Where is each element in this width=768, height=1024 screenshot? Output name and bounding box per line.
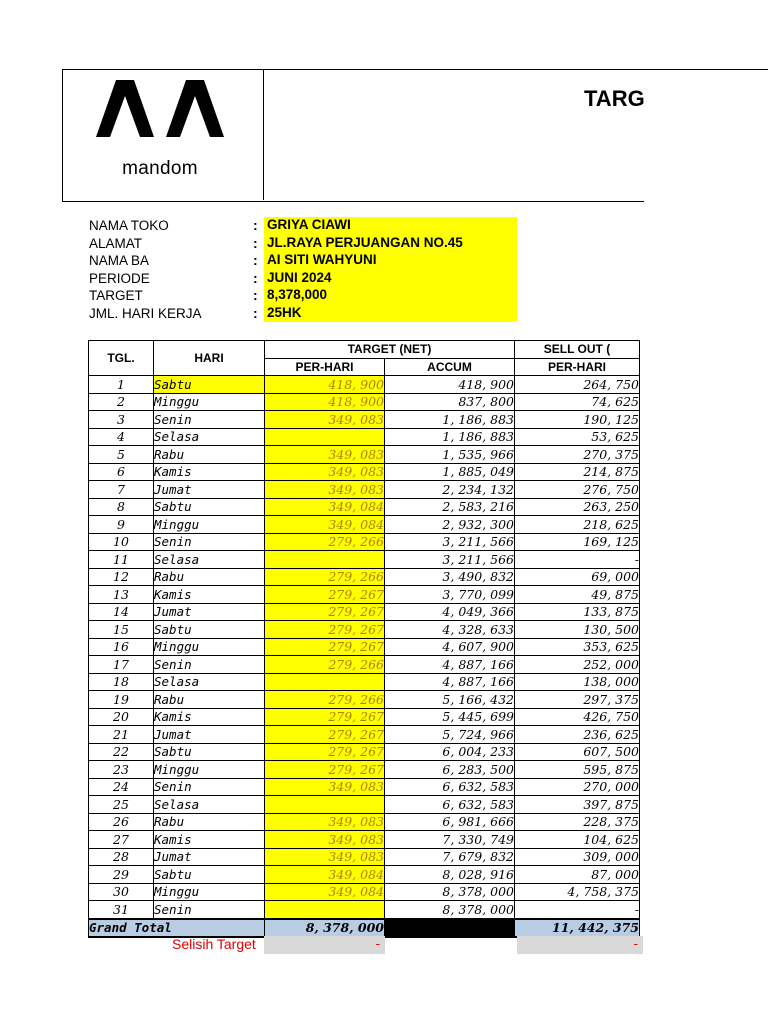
info-label: ALAMAT	[89, 235, 143, 251]
cell-accum: 2, 932, 300	[385, 516, 515, 534]
cell-accum: 6, 283, 500	[385, 761, 515, 779]
cell-hari: Sabtu	[154, 621, 265, 639]
cell-tgl: 24	[89, 778, 154, 796]
cell-target-per-hari: 279, 267	[265, 621, 385, 639]
cell-accum: 6, 632, 583	[385, 796, 515, 814]
cell-tgl: 3	[89, 411, 154, 429]
grand-total-target: 8, 378, 000	[265, 919, 385, 938]
cell-tgl: 26	[89, 813, 154, 831]
col-per-hari: PER-HARI	[265, 358, 385, 376]
col-so-per-hari: PER-HARI	[515, 358, 640, 376]
cell-sellout-per-hari: 353, 625	[515, 638, 640, 656]
cell-accum: 4, 887, 166	[385, 673, 515, 691]
col-hari: HARI	[154, 341, 265, 376]
cell-accum: 837, 800	[385, 393, 515, 411]
table-row	[89, 848, 640, 866]
cell-sellout-per-hari: 397, 875	[515, 796, 640, 814]
info-value: JL.RAYA PERJUANGAN NO.45	[267, 234, 463, 250]
cell-target-per-hari: 279, 267	[265, 761, 385, 779]
table-row	[89, 376, 640, 394]
document-title: TARG	[584, 86, 645, 111]
cell-hari: Jumat	[154, 848, 265, 866]
cell-accum: 4, 607, 900	[385, 638, 515, 656]
table-row	[89, 428, 640, 446]
cell-tgl: 6	[89, 463, 154, 481]
info-colon: :	[253, 217, 258, 233]
selisih-label: Selisih Target	[172, 936, 256, 952]
cell-sellout-per-hari: 74, 625	[515, 393, 640, 411]
cell-sellout-per-hari: 69, 000	[515, 568, 640, 586]
cell-accum: 5, 445, 699	[385, 708, 515, 726]
table-row	[89, 743, 640, 761]
table-row	[89, 621, 640, 639]
table-row	[89, 656, 640, 674]
table-row	[89, 481, 640, 499]
table-row	[89, 446, 640, 464]
cell-accum: 5, 166, 432	[385, 691, 515, 709]
cell-sellout-per-hari: 607, 500	[515, 743, 640, 761]
cell-tgl: 14	[89, 603, 154, 621]
cell-tgl: 22	[89, 743, 154, 761]
table-row	[89, 726, 640, 744]
cell-target-per-hari: 279, 266	[265, 691, 385, 709]
cell-hari: Selasa	[154, 551, 265, 569]
cell-sellout-per-hari: 297, 375	[515, 691, 640, 709]
cell-target-per-hari: 279, 267	[265, 743, 385, 761]
cell-tgl: 2	[89, 393, 154, 411]
cell-tgl: 30	[89, 883, 154, 901]
cell-sellout-per-hari: 276, 750	[515, 481, 640, 499]
cell-sellout-per-hari: 4, 758, 375	[515, 883, 640, 901]
cell-sellout-per-hari: 53, 625	[515, 428, 640, 446]
cell-tgl: 13	[89, 586, 154, 604]
cell-tgl: 19	[89, 691, 154, 709]
cell-tgl: 15	[89, 621, 154, 639]
cell-target-per-hari: 349, 084	[265, 498, 385, 516]
cell-target-per-hari: 349, 083	[265, 481, 385, 499]
info-colon: :	[253, 287, 258, 303]
cell-accum: 3, 490, 832	[385, 568, 515, 586]
grand-total-row	[89, 919, 640, 938]
info-label: JML. HARI KERJA	[89, 305, 202, 321]
cell-tgl: 25	[89, 796, 154, 814]
cell-hari: Jumat	[154, 726, 265, 744]
cell-hari: Senin	[154, 901, 265, 919]
cell-tgl: 8	[89, 498, 154, 516]
cell-sellout-per-hari: 87, 000	[515, 866, 640, 884]
cell-target-per-hari: 279, 267	[265, 586, 385, 604]
cell-accum: 8, 028, 916	[385, 866, 515, 884]
cell-target-per-hari: 279, 267	[265, 638, 385, 656]
cell-sellout-per-hari: 138, 000	[515, 673, 640, 691]
cell-tgl: 20	[89, 708, 154, 726]
cell-sellout-per-hari: 270, 000	[515, 778, 640, 796]
info-label: NAMA BA	[89, 253, 150, 268]
cell-hari: Senin	[154, 533, 265, 551]
table-row	[89, 516, 640, 534]
table-row	[89, 673, 640, 691]
table-row	[89, 638, 640, 656]
info-colon: :	[253, 304, 258, 321]
cell-tgl: 29	[89, 866, 154, 884]
cell-hari: Senin	[154, 778, 265, 796]
cell-hari: Rabu	[154, 691, 265, 709]
cell-sellout-per-hari: 133, 875	[515, 603, 640, 621]
cell-sellout-per-hari: 264, 750	[515, 376, 640, 394]
cell-sellout-per-hari: 218, 625	[515, 516, 640, 534]
table-row	[89, 691, 640, 709]
cell-tgl: 31	[89, 901, 154, 919]
cell-hari: Kamis	[154, 463, 265, 481]
cell-tgl: 11	[89, 551, 154, 569]
cell-hari: Sabtu	[154, 376, 265, 394]
cell-target-per-hari: 349, 083	[265, 831, 385, 849]
info-colon: :	[253, 269, 258, 286]
cell-sellout-per-hari: 169, 125	[515, 533, 640, 551]
cell-accum: 4, 328, 633	[385, 621, 515, 639]
cell-accum: 3, 211, 566	[385, 551, 515, 569]
cell-sellout-per-hari: 595, 875	[515, 761, 640, 779]
cell-tgl: 4	[89, 428, 154, 446]
table-row	[89, 901, 640, 919]
cell-accum: 4, 049, 366	[385, 603, 515, 621]
cell-target-per-hari: 279, 266	[265, 533, 385, 551]
cell-target-per-hari: 279, 267	[265, 708, 385, 726]
cell-hari: Minggu	[154, 393, 265, 411]
cell-hari: Selasa	[154, 428, 265, 446]
cell-target-per-hari: 349, 083	[265, 778, 385, 796]
cell-target-per-hari: 349, 083	[265, 848, 385, 866]
cell-accum: 7, 330, 749	[385, 831, 515, 849]
info-colon: :	[253, 252, 258, 268]
cell-sellout-per-hari: 236, 625	[515, 726, 640, 744]
cell-target-per-hari: 349, 084	[265, 883, 385, 901]
cell-tgl: 12	[89, 568, 154, 586]
cell-accum: 8, 378, 000	[385, 901, 515, 919]
cell-hari: Sabtu	[154, 743, 265, 761]
cell-hari: Kamis	[154, 586, 265, 604]
cell-target-per-hari: 349, 084	[265, 516, 385, 534]
cell-target-per-hari: 349, 084	[265, 866, 385, 884]
table-row	[89, 568, 640, 586]
cell-hari: Sabtu	[154, 866, 265, 884]
table-row	[89, 411, 640, 429]
cell-accum: 3, 211, 566	[385, 533, 515, 551]
cell-target-per-hari: 279, 266	[265, 568, 385, 586]
cell-hari: Rabu	[154, 568, 265, 586]
cell-accum: 6, 981, 666	[385, 813, 515, 831]
header-divider	[263, 69, 264, 200]
info-value: JUNI 2024	[267, 269, 332, 285]
cell-tgl: 27	[89, 831, 154, 849]
cell-tgl: 17	[89, 656, 154, 674]
info-value: GRIYA CIAWI	[267, 217, 351, 232]
cell-sellout-per-hari: 309, 000	[515, 848, 640, 866]
selisih-value-sellout: -	[517, 936, 643, 954]
col-sell-out: SELL OUT (	[515, 341, 640, 359]
table-row	[89, 586, 640, 604]
info-label: PERIODE	[89, 270, 150, 286]
cell-target-per-hari: 279, 266	[265, 656, 385, 674]
cell-accum: 3, 770, 099	[385, 586, 515, 604]
cell-hari: Minggu	[154, 638, 265, 656]
cell-sellout-per-hari: 426, 750	[515, 708, 640, 726]
cell-tgl: 23	[89, 761, 154, 779]
table-row	[89, 796, 640, 814]
cell-sellout-per-hari: 228, 375	[515, 813, 640, 831]
grand-total-label: Grand Total	[89, 919, 265, 938]
cell-accum: 8, 378, 000	[385, 883, 515, 901]
cell-sellout-per-hari: 270, 375	[515, 446, 640, 464]
info-value: 25HK	[267, 304, 302, 320]
cell-hari: Selasa	[154, 796, 265, 814]
cell-sellout-per-hari: -	[515, 901, 640, 919]
cell-sellout-per-hari: 214, 875	[515, 463, 640, 481]
col-tgl: TGL.	[89, 341, 154, 376]
cell-target-per-hari	[265, 796, 385, 814]
cell-target-per-hari: 349, 083	[265, 446, 385, 464]
cell-target-per-hari: 418, 900	[265, 393, 385, 411]
col-accum: ACCUM	[385, 358, 515, 376]
cell-target-per-hari	[265, 428, 385, 446]
table-row	[89, 603, 640, 621]
cell-sellout-per-hari: 263, 250	[515, 498, 640, 516]
table-row	[89, 708, 640, 726]
cell-hari: Minggu	[154, 761, 265, 779]
cell-target-per-hari: 418, 900	[265, 376, 385, 394]
cell-hari: Senin	[154, 411, 265, 429]
cell-accum: 4, 887, 166	[385, 656, 515, 674]
grand-total-accum-blank	[385, 919, 515, 938]
cell-accum: 6, 004, 233	[385, 743, 515, 761]
cell-hari: Rabu	[154, 446, 265, 464]
cell-sellout-per-hari: 104, 625	[515, 831, 640, 849]
cell-sellout-per-hari: 130, 500	[515, 621, 640, 639]
cell-accum: 7, 679, 832	[385, 848, 515, 866]
table-row	[89, 778, 640, 796]
cell-hari: Rabu	[154, 813, 265, 831]
cell-hari: Senin	[154, 656, 265, 674]
cell-tgl: 16	[89, 638, 154, 656]
cell-target-per-hari: 279, 267	[265, 603, 385, 621]
brand-name: mandom	[122, 158, 198, 179]
cell-tgl: 18	[89, 673, 154, 691]
cell-tgl: 9	[89, 516, 154, 534]
cell-sellout-per-hari: 190, 125	[515, 411, 640, 429]
info-value: 8,378,000	[267, 287, 328, 302]
cell-tgl: 7	[89, 481, 154, 499]
target-table	[88, 340, 640, 938]
cell-hari: Minggu	[154, 516, 265, 534]
cell-tgl: 21	[89, 726, 154, 744]
cell-target-per-hari: 349, 083	[265, 463, 385, 481]
cell-accum: 1, 186, 883	[385, 428, 515, 446]
table-row	[89, 883, 640, 901]
cell-accum: 1, 885, 049	[385, 463, 515, 481]
col-target-net: TARGET (NET)	[265, 341, 515, 359]
cell-hari: Minggu	[154, 883, 265, 901]
mandom-logo	[96, 80, 226, 138]
table-row	[89, 498, 640, 516]
cell-accum: 2, 234, 132	[385, 481, 515, 499]
cell-accum: 418, 900	[385, 376, 515, 394]
cell-accum: 6, 632, 583	[385, 778, 515, 796]
cell-hari: Jumat	[154, 481, 265, 499]
cell-target-per-hari	[265, 551, 385, 569]
cell-accum: 5, 724, 966	[385, 726, 515, 744]
cell-accum: 2, 583, 216	[385, 498, 515, 516]
cell-hari: Jumat	[154, 603, 265, 621]
table-row	[89, 831, 640, 849]
cell-hari: Kamis	[154, 708, 265, 726]
cell-tgl: 28	[89, 848, 154, 866]
cell-accum: 1, 535, 966	[385, 446, 515, 464]
cell-hari: Sabtu	[154, 498, 265, 516]
page-crop-edge	[644, 200, 768, 960]
cell-tgl: 10	[89, 533, 154, 551]
cell-tgl: 1	[89, 376, 154, 394]
selisih-value-target: -	[264, 936, 385, 954]
info-label: TARGET	[89, 288, 143, 303]
grand-total-sellout: 11, 442, 375	[515, 919, 640, 938]
table-row	[89, 463, 640, 481]
table-row	[89, 761, 640, 779]
table-row	[89, 533, 640, 551]
cell-accum: 1, 186, 883	[385, 411, 515, 429]
cell-sellout-per-hari: 49, 875	[515, 586, 640, 604]
table-row	[89, 551, 640, 569]
cell-target-per-hari: 349, 083	[265, 411, 385, 429]
cell-hari: Selasa	[154, 673, 265, 691]
cell-target-per-hari	[265, 901, 385, 919]
info-value: AI SITI WAHYUNI	[267, 252, 377, 267]
info-colon: :	[253, 234, 258, 251]
cell-target-per-hari: 279, 267	[265, 726, 385, 744]
table-row	[89, 813, 640, 831]
table-row	[89, 393, 640, 411]
table-row	[89, 866, 640, 884]
cell-target-per-hari: 349, 083	[265, 813, 385, 831]
cell-hari: Kamis	[154, 831, 265, 849]
cell-target-per-hari	[265, 673, 385, 691]
cell-sellout-per-hari: -	[515, 551, 640, 569]
info-label: NAMA TOKO	[89, 218, 169, 233]
cell-tgl: 5	[89, 446, 154, 464]
cell-sellout-per-hari: 252, 000	[515, 656, 640, 674]
